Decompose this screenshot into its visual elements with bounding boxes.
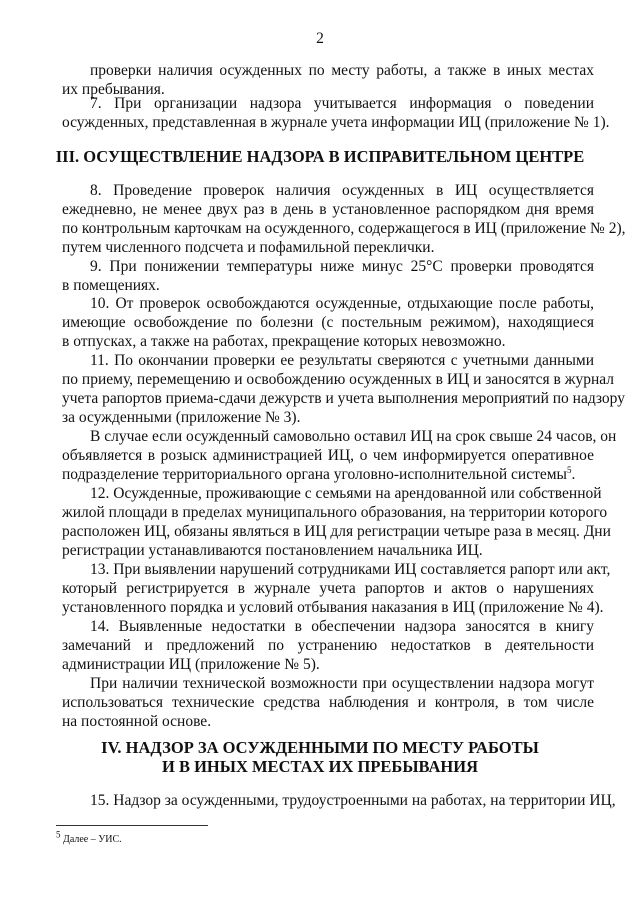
text-line — [62, 238, 594, 257]
line-text: по контрольным карточкам на осужденного, содержащегося в ИЦ (приложение № 2), — [62, 220, 626, 237]
paragraph — [62, 351, 625, 427]
text-line — [62, 674, 594, 693]
line-text: регистрации устанавливаются постановлением начальника ИЦ. — [62, 542, 483, 559]
text-line — [62, 579, 594, 598]
line-text: объявляется в розыск администрацией ИЦ, о чем информируется оперативное — [62, 447, 594, 464]
text-line — [62, 389, 625, 408]
footnote — [56, 829, 122, 845]
line-text: 12. Осужденные, проживающие с семьями на арендованной или собственной — [90, 485, 602, 502]
text-line — [62, 370, 614, 389]
line-text: 13. При выявлении нарушений сотрудниками ИЦ составляется рапорт или акт, — [90, 561, 611, 578]
text-line — [62, 113, 610, 132]
paragraph — [62, 617, 594, 674]
text-line — [62, 791, 616, 810]
line-text: 14. Выявленные недостатки в обеспечении надзора заносятся в книгу — [90, 618, 594, 635]
line-text: администрации ИЦ (приложение № 5). — [62, 656, 320, 673]
page-number: 2 — [316, 30, 324, 47]
text-line — [62, 181, 594, 200]
line-text: на постоянной основе. — [62, 713, 212, 730]
footnote-divider — [56, 825, 208, 826]
footnote-mark: 5 — [56, 829, 61, 840]
line-text: 11. По окончании проверки ее результаты сверяются с учетными данными — [90, 352, 594, 369]
line-text: замечаний и предложений по устранению недостатков в деятельности — [62, 637, 594, 654]
line-text: расположен ИЦ, обязаны являться в ИЦ для регистрации четыре раза в месяц. Дни — [62, 523, 611, 540]
line-text: жилой площади в пределах муниципального образования, на территории которого — [62, 504, 608, 521]
line-text: проверки наличия осужденных по месту работы, а также в иных местах — [90, 62, 594, 79]
text-line — [62, 484, 602, 503]
line-text: учета рапортов приема-сдачи дежурств и учета выполнения мероприятий по надзору — [62, 390, 625, 407]
line-text: В случае если осужденный самовольно оставил ИЦ на срок свыше 24 часов, он — [90, 428, 617, 445]
text-line — [0, 147, 640, 166]
line-text: использоваться технические средства наблюдения и контроля, в том числе — [62, 694, 594, 711]
text-line — [62, 693, 594, 712]
text-line — [62, 276, 594, 295]
paragraph — [62, 674, 594, 731]
paragraph — [62, 294, 594, 351]
text-line — [62, 503, 608, 522]
line-text: подразделение территориального органа уголовно-исполнительной системы — [62, 466, 567, 483]
line-text: в помещениях. — [62, 277, 160, 294]
text-line — [0, 757, 640, 776]
text-line — [62, 522, 611, 541]
paragraph — [62, 427, 617, 484]
paragraph — [62, 791, 616, 810]
line-text: И В ИНЫХ МЕСТАХ ИХ ПРЕБЫВАНИЯ — [161, 757, 478, 776]
paragraph — [62, 484, 611, 560]
text-line — [62, 313, 594, 332]
text-line — [62, 427, 617, 446]
text-line — [62, 294, 594, 313]
line-text: путем численного подсчета и пофамильной переклички. — [62, 239, 435, 256]
line-text: осужденных, представленная в журнале учета информации ИЦ (приложение № 1). — [62, 114, 610, 131]
paragraph — [62, 560, 611, 617]
text-line — [62, 351, 594, 370]
line-text: ежедневно, не менее двух раз в день в установленное распорядком дня время — [62, 201, 594, 218]
paragraph — [62, 257, 594, 295]
text-line — [62, 200, 594, 219]
line-text: установленного порядка и условий отбывания наказания в ИЦ (приложение № 4). — [62, 599, 604, 616]
line-text: 15. Надзор за осужденными, трудоустроенными на работах, на территории ИЦ, — [90, 792, 616, 809]
line-text: При наличии технической возможности при осуществлении надзора могут — [90, 675, 594, 692]
line-text: 7. При организации надзора учитывается информация о поведении — [90, 95, 594, 112]
text-line — [62, 332, 594, 351]
text-line — [62, 598, 604, 617]
section-heading — [0, 738, 640, 776]
text-line — [62, 617, 594, 636]
line-text: имеющие освобождение по болезни (с постельным режимом), находящиеся — [62, 314, 594, 331]
line-text: за осужденными (приложение № 3). — [62, 409, 301, 426]
text-line — [62, 655, 594, 674]
text-line — [62, 712, 594, 731]
text-line — [62, 446, 594, 465]
text-line — [62, 636, 594, 655]
text-line: подразделение территориального органа уголовно-исполнительной системы$^5$. — [62, 464, 576, 483]
line-text: 9. При понижении температуры ниже минус 25°С проверки проводятся — [90, 258, 594, 275]
footnote-text: Далее – УИС. — [60, 834, 122, 845]
line-text: IV. НАДЗОР ЗА ОСУЖДЕННЫМИ ПО МЕСТУ РАБОТЫ — [101, 738, 539, 757]
text-line — [62, 541, 594, 560]
line-text: по приему, перемещению и освобождению осужденных в ИЦ и заносятся в журнал — [62, 371, 614, 388]
text-line — [62, 408, 594, 427]
section-heading — [0, 147, 640, 166]
text-line — [62, 61, 594, 80]
line-text: 8. Проведение проверок наличия осужденных в ИЦ осуществляется — [90, 182, 594, 199]
paragraph — [62, 181, 626, 257]
text-line — [62, 257, 594, 276]
text-line — [62, 560, 611, 579]
line-text: в отпусках, а также на работах, прекращение которых невозможно. — [62, 333, 506, 350]
line-text: который регистрируется в журнале учета рапортов и актов о нарушениях — [62, 580, 594, 597]
line-text: их пребывания. — [62, 81, 165, 98]
line-text: 10. От проверок освобождаются осужденные, отдыхающие после работы, — [90, 295, 594, 312]
footnote-reference[interactable]: 5 — [566, 464, 572, 475]
text-line — [62, 219, 626, 238]
text-line — [0, 738, 640, 757]
paragraph — [62, 94, 610, 132]
text-line — [62, 94, 594, 113]
line-text: III. ОСУЩЕСТВЛЕНИЕ НАДЗОРА В ИСПРАВИТЕЛЬНОМ ЦЕНТРЕ — [55, 147, 585, 166]
